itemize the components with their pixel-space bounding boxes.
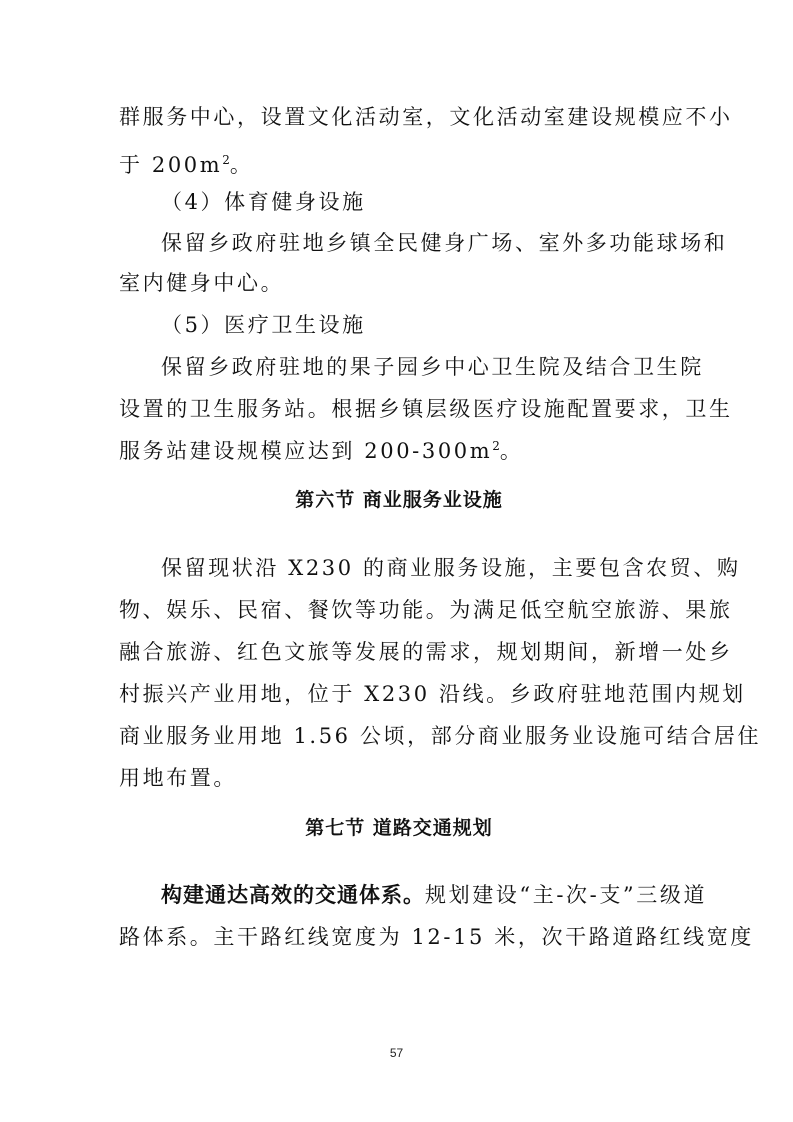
subsection-heading: （4）体育健身设施 xyxy=(161,190,366,214)
superscript: 2 xyxy=(492,439,500,453)
paragraph-line: 群服务中心，设置文化活动室，文化活动室建设规模应不小 xyxy=(119,105,733,129)
paragraph-line xyxy=(161,880,708,910)
text-run: 。 xyxy=(229,153,254,177)
paragraph-line: 路体系。主干路红线宽度为 12-15 米，次干路道路红线宽度 xyxy=(119,925,754,949)
section-title: 第七节 道路交通规划 xyxy=(305,817,493,839)
paragraph-line: 用地布置。 xyxy=(119,766,237,790)
paragraph-line: 保留乡政府驻地的果子园乡中心卫生院及结合卫生院 xyxy=(161,355,704,379)
text-run: 规划建设“主-次-支”三级道 xyxy=(425,883,708,907)
section-title: 第六节 商业服务业设施 xyxy=(295,489,503,511)
paragraph-line xyxy=(119,436,679,466)
text-run: 服务站建设规模应达到 200-300m xyxy=(119,439,493,463)
paragraph-line: 保留乡政府驻地乡镇全民健身广场、室外多功能球场和 xyxy=(161,231,728,255)
subsection-heading: （5）医疗卫生设施 xyxy=(161,313,366,337)
paragraph-line: 商业服务业用地 1.56 公顷，部分商业服务业设施可结合居住 xyxy=(119,724,762,748)
bold-lead-sentence: 构建通达高效的交通体系。 xyxy=(161,883,425,907)
page-number: 57 xyxy=(389,1046,404,1060)
paragraph-line: 室内健身中心。 xyxy=(119,271,285,295)
paragraph-line: 设置的卫生服务站。根据乡镇层级医疗设施配置要求，卫生 xyxy=(119,397,733,421)
paragraph-line: 物、娱乐、民宿、餐饮等功能。为满足低空航空旅游、果旅 xyxy=(119,598,733,622)
paragraph-line xyxy=(119,150,679,180)
paragraph-line: 村振兴产业用地，位于 X230 沿线。乡政府驻地范围内规划 xyxy=(119,682,746,706)
paragraph-line: 融合旅游、红色文旅等发展的需求，规划期间，新增一处乡 xyxy=(119,640,733,664)
text-run: 于 200m xyxy=(119,153,223,177)
superscript: 2 xyxy=(222,153,230,167)
text-run: 。 xyxy=(499,439,524,463)
paragraph-line: 保留现状沿 X230 的商业服务设施，主要包含农贸、购 xyxy=(161,556,741,580)
